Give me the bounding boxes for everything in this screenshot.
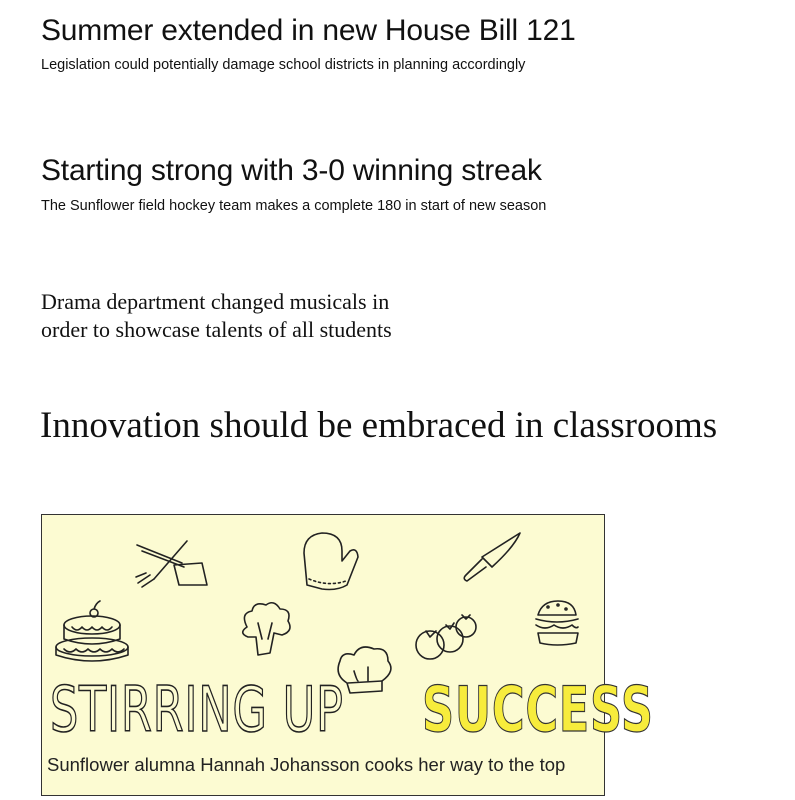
broccoli-icon: [243, 603, 290, 655]
oven-mitt-icon: [304, 533, 358, 590]
promo-banner[interactable]: [41, 514, 654, 796]
story-headline-field-hockey[interactable]: Starting strong with 3-0 winning streak: [41, 154, 542, 187]
fork-spatula-icon: [136, 541, 207, 587]
story-headline-drama[interactable]: [41, 288, 461, 344]
story-headline-innovation[interactable]: Innovation should be embraced in classrooms: [40, 405, 718, 446]
burger-icon: [536, 601, 578, 645]
story-subhead-field-hockey: The Sunflower field hockey team makes a complete 180 in start of new season: [41, 198, 547, 214]
story-headline-summer-bill[interactable]: Summer extended in new House Bill 121: [41, 14, 576, 47]
knife-icon: [464, 533, 520, 581]
promo-title-stirring-up: STIRRING UP: [50, 673, 344, 746]
story-headline-drama-line1: Drama department changed musicals in: [41, 289, 390, 314]
promo-title-success: SUCCESS: [421, 673, 654, 746]
story-headline-drama-line2: order to showcase talents of all students: [41, 317, 392, 342]
story-subhead-summer-bill: Legislation could potentially damage school districts in planning accordingly: [41, 57, 526, 73]
tomatoes-icon: [416, 615, 476, 659]
promo-title: [50, 675, 744, 745]
promo-subtitle: Sunflower alumna Hannah Johansson cooks her way to the top: [47, 754, 566, 775]
cake-icon: [56, 601, 128, 661]
